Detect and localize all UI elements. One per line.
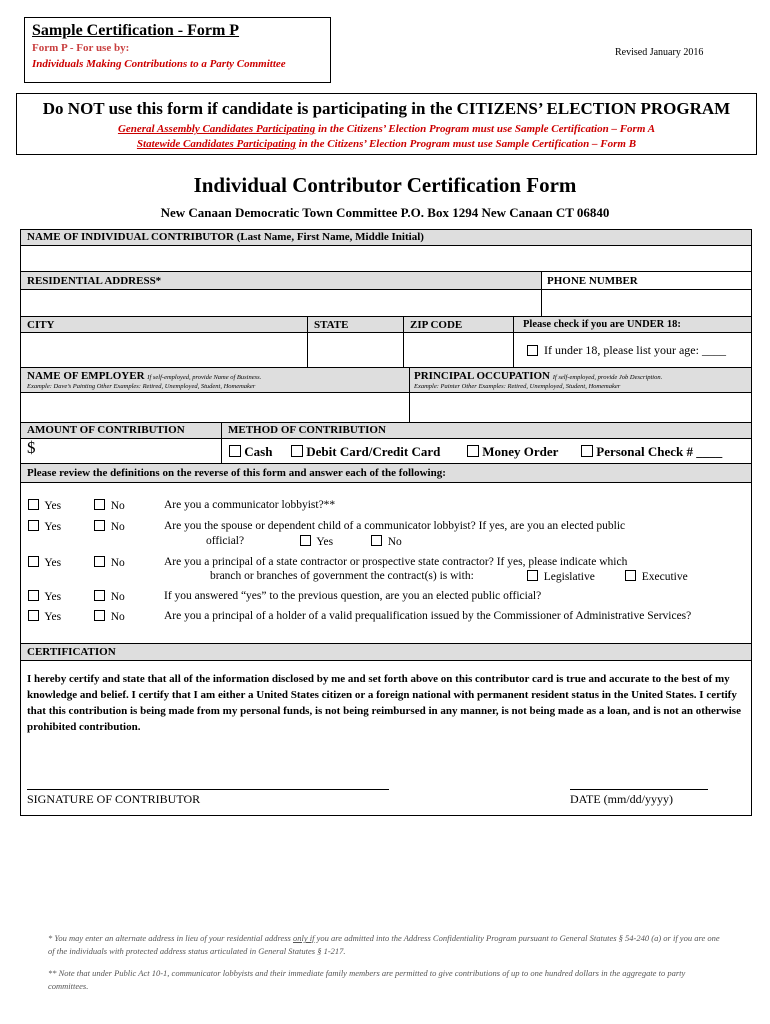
method-check[interactable] xyxy=(581,444,722,460)
footnote-lobbyist: ** Note that under Public Act 10-1, communicator lobbyists and their immediate family members are permitted to give contributions of up to one hundred dollars in the aggregate to party committees. xyxy=(48,968,686,991)
legislative-checkbox[interactable] xyxy=(527,570,538,581)
warning-link-statewide: Statewide Candidates Participating xyxy=(136,138,296,150)
q4-yes-label: Yes xyxy=(44,591,62,603)
certification-label-bar xyxy=(20,643,752,661)
warning-heading: Do NOT use this form if candidate is participating in the CITIZENS’ ELECTION PROGRAM xyxy=(42,99,731,118)
address-label: RESIDENTIAL ADDRESS* xyxy=(27,275,162,287)
signature-label: SIGNATURE OF CONTRIBUTOR xyxy=(27,792,201,806)
city-label: CITY xyxy=(27,319,55,331)
footnote-address xyxy=(48,932,720,958)
money-order-checkbox[interactable] xyxy=(467,445,479,457)
q2-no-label: No xyxy=(110,521,125,533)
executive-checkbox[interactable] xyxy=(625,570,636,581)
under18-label: Please check if you are UNDER 18: xyxy=(523,319,681,330)
q4-no-checkbox[interactable] xyxy=(94,590,105,601)
warning-link-general-assembly: General Assembly Candidates Participating xyxy=(117,123,316,135)
contributor-name-field[interactable] xyxy=(20,245,752,272)
q2-yes-checkbox[interactable] xyxy=(28,520,39,531)
footnote-address-text-a: * You may enter an alternate address in lieu of your residential address xyxy=(48,933,293,943)
occupation-example: Example: Painter Other Examples: Retired, Unemployed, Student, Homemaker xyxy=(414,383,621,390)
q5-yes[interactable] xyxy=(28,610,61,623)
legislative-label: Legislative xyxy=(543,571,595,583)
q4-no[interactable] xyxy=(94,590,125,603)
cash-label: Cash xyxy=(244,444,273,459)
signature-line[interactable] xyxy=(27,789,389,790)
warning-line-form-b-text: in the Citizens’ Election Program must use Sample Certification – Form B xyxy=(295,138,637,150)
q1-no-checkbox[interactable] xyxy=(94,499,105,510)
revised-date: Revised January 2016 xyxy=(615,47,704,58)
q3-no-checkbox[interactable] xyxy=(94,556,105,567)
q3-yes-checkbox[interactable] xyxy=(28,556,39,567)
certification-label: CERTIFICATION xyxy=(27,646,116,658)
employer-field[interactable] xyxy=(20,392,410,423)
under18-checkbox[interactable] xyxy=(527,345,538,356)
occupation-label-group xyxy=(414,370,662,382)
q2-yes-label: Yes xyxy=(44,521,62,533)
q4-no-label: No xyxy=(110,591,125,603)
form-header-subtitle: Form P - For use by: xyxy=(32,42,130,54)
question-4: If you answered “yes” to the previous question, are you an elected public official? xyxy=(164,590,542,602)
question-1: Are you a communicator lobbyist?** xyxy=(164,499,336,511)
employer-note: If self-employed, provide Name of Business. xyxy=(147,374,262,381)
state-field[interactable] xyxy=(307,332,404,368)
address-field[interactable] xyxy=(20,289,542,317)
method-cash[interactable] xyxy=(229,444,272,460)
city-field[interactable] xyxy=(20,332,308,368)
money-order-label: Money Order xyxy=(482,444,559,459)
certification-text: I hereby certify and state that all of the information disclosed by me and set forth above on this contributor card is true and accurate to the best of my knowledge and belief. I certify that I am either a United States citizen or a foreign national with permanent resident status in the United States. I certify that this contribution is being made from my personal funds, is not being reimbursed in any manner, is not being made as a loan, and is not an otherwise prohibited contribution. xyxy=(27,673,741,733)
check-checkbox[interactable] xyxy=(581,445,593,457)
phone-field[interactable] xyxy=(541,289,752,317)
phone-label: PHONE NUMBER xyxy=(547,275,638,287)
dollar-sign: $ xyxy=(27,438,36,457)
occupation-label: PRINCIPAL OCCUPATION xyxy=(414,370,550,382)
employer-label-group xyxy=(27,370,261,382)
questions-instruction: Please review the definitions on the reverse of this form and answer each of the following: xyxy=(27,467,446,479)
employer-example: Example: Dave’s Painting Other Examples: Retired, Unemployed, Student, Homemaker xyxy=(27,383,256,390)
occupation-note: If self-employed, provide Job Description. xyxy=(552,374,663,381)
q2-no-checkbox[interactable] xyxy=(94,520,105,531)
q2-elected-yes-label: Yes xyxy=(316,536,334,548)
q2-yes[interactable] xyxy=(28,520,61,533)
method-label: METHOD OF CONTRIBUTION xyxy=(228,424,386,436)
q5-no[interactable] xyxy=(94,610,125,623)
q2-no[interactable] xyxy=(94,520,125,533)
footnote-address-emphasis: only if xyxy=(293,933,315,943)
q5-no-label: No xyxy=(110,611,125,623)
method-money-order[interactable] xyxy=(467,444,558,460)
q2-elected-yes-checkbox[interactable] xyxy=(300,535,311,546)
q1-yes[interactable] xyxy=(28,499,61,512)
state-label: STATE xyxy=(314,319,349,331)
q2-elected-no-checkbox[interactable] xyxy=(371,535,382,546)
question-5: Are you a principal of a holder of a valid prequalification issued by the Commissioner of Administrative Services? xyxy=(164,610,692,622)
q3-no-label: No xyxy=(110,557,125,569)
q1-yes-label: Yes xyxy=(44,500,62,512)
amount-field[interactable] xyxy=(20,438,222,464)
branch-executive[interactable] xyxy=(625,570,688,583)
footnote-address-text-b: you are admitted into the Address Confidentiality Program pursuant to General Statutes § 54-240 (a) or if you are one of the individuals with protected address status articulated in General Statutes § 1-217. xyxy=(48,933,720,956)
warning-line-form-a-text: in the Citizens’ Election Program must use Sample Certification – Form A xyxy=(315,123,656,135)
organization-address: New Canaan Democratic Town Committee P.O. Box 1294 New Canaan CT 06840 xyxy=(160,205,610,220)
q5-yes-checkbox[interactable] xyxy=(28,610,39,621)
card-checkbox[interactable] xyxy=(291,445,303,457)
question-3-continued: branch or branches of government the contract(s) is with: xyxy=(210,570,474,582)
q4-yes[interactable] xyxy=(28,590,61,603)
warning-line-form-b xyxy=(16,138,757,150)
card-label: Debit Card/Credit Card xyxy=(306,444,441,459)
q2-elected-no-label: No xyxy=(387,536,402,548)
branch-legislative[interactable] xyxy=(527,570,595,583)
date-label: DATE (mm/dd/yyyy) xyxy=(570,792,673,806)
q4-yes-checkbox[interactable] xyxy=(28,590,39,601)
q2-elected-no[interactable] xyxy=(371,535,402,548)
form-header-audience: Individuals Making Contributions to a Party Committee xyxy=(32,58,286,70)
q1-yes-checkbox[interactable] xyxy=(28,499,39,510)
form-header-title: Sample Certification - Form P xyxy=(32,22,240,39)
form-title: Individual Contributor Certification Form xyxy=(193,173,577,197)
q3-yes-label: Yes xyxy=(44,557,62,569)
warning-line-form-a xyxy=(16,123,757,135)
q1-no-label: No xyxy=(110,500,125,512)
check-label: Personal Check # ____ xyxy=(596,444,723,459)
question-2-continued: official? xyxy=(206,535,245,547)
q5-no-checkbox[interactable] xyxy=(94,610,105,621)
q1-no[interactable] xyxy=(94,499,125,512)
amount-label: AMOUNT OF CONTRIBUTION xyxy=(27,424,185,436)
date-line[interactable] xyxy=(570,789,708,790)
q5-yes-label: Yes xyxy=(44,611,62,623)
employer-label: NAME OF EMPLOYER xyxy=(27,370,145,382)
question-2: Are you the spouse or dependent child of a communicator lobbyist? If yes, are you an elected public xyxy=(164,520,626,532)
q3-yes[interactable] xyxy=(28,556,61,569)
zip-field[interactable] xyxy=(403,332,514,368)
q3-no[interactable] xyxy=(94,556,125,569)
occupation-field[interactable] xyxy=(409,392,752,423)
method-card[interactable] xyxy=(291,444,440,460)
q2-elected-yes[interactable] xyxy=(300,535,333,548)
city-label-bar xyxy=(20,316,308,333)
question-3: Are you a principal of a state contractor or prospective state contractor? If yes, please indicate which xyxy=(164,556,628,568)
under18-age-prompt: If under 18, please list your age: ____ xyxy=(544,343,726,357)
cash-checkbox[interactable] xyxy=(229,445,241,457)
name-label: NAME OF INDIVIDUAL CONTRIBUTOR (Last Name, First Name, Middle Initial) xyxy=(27,231,424,243)
executive-label: Executive xyxy=(641,571,688,583)
zip-label: ZIP CODE xyxy=(410,319,463,331)
